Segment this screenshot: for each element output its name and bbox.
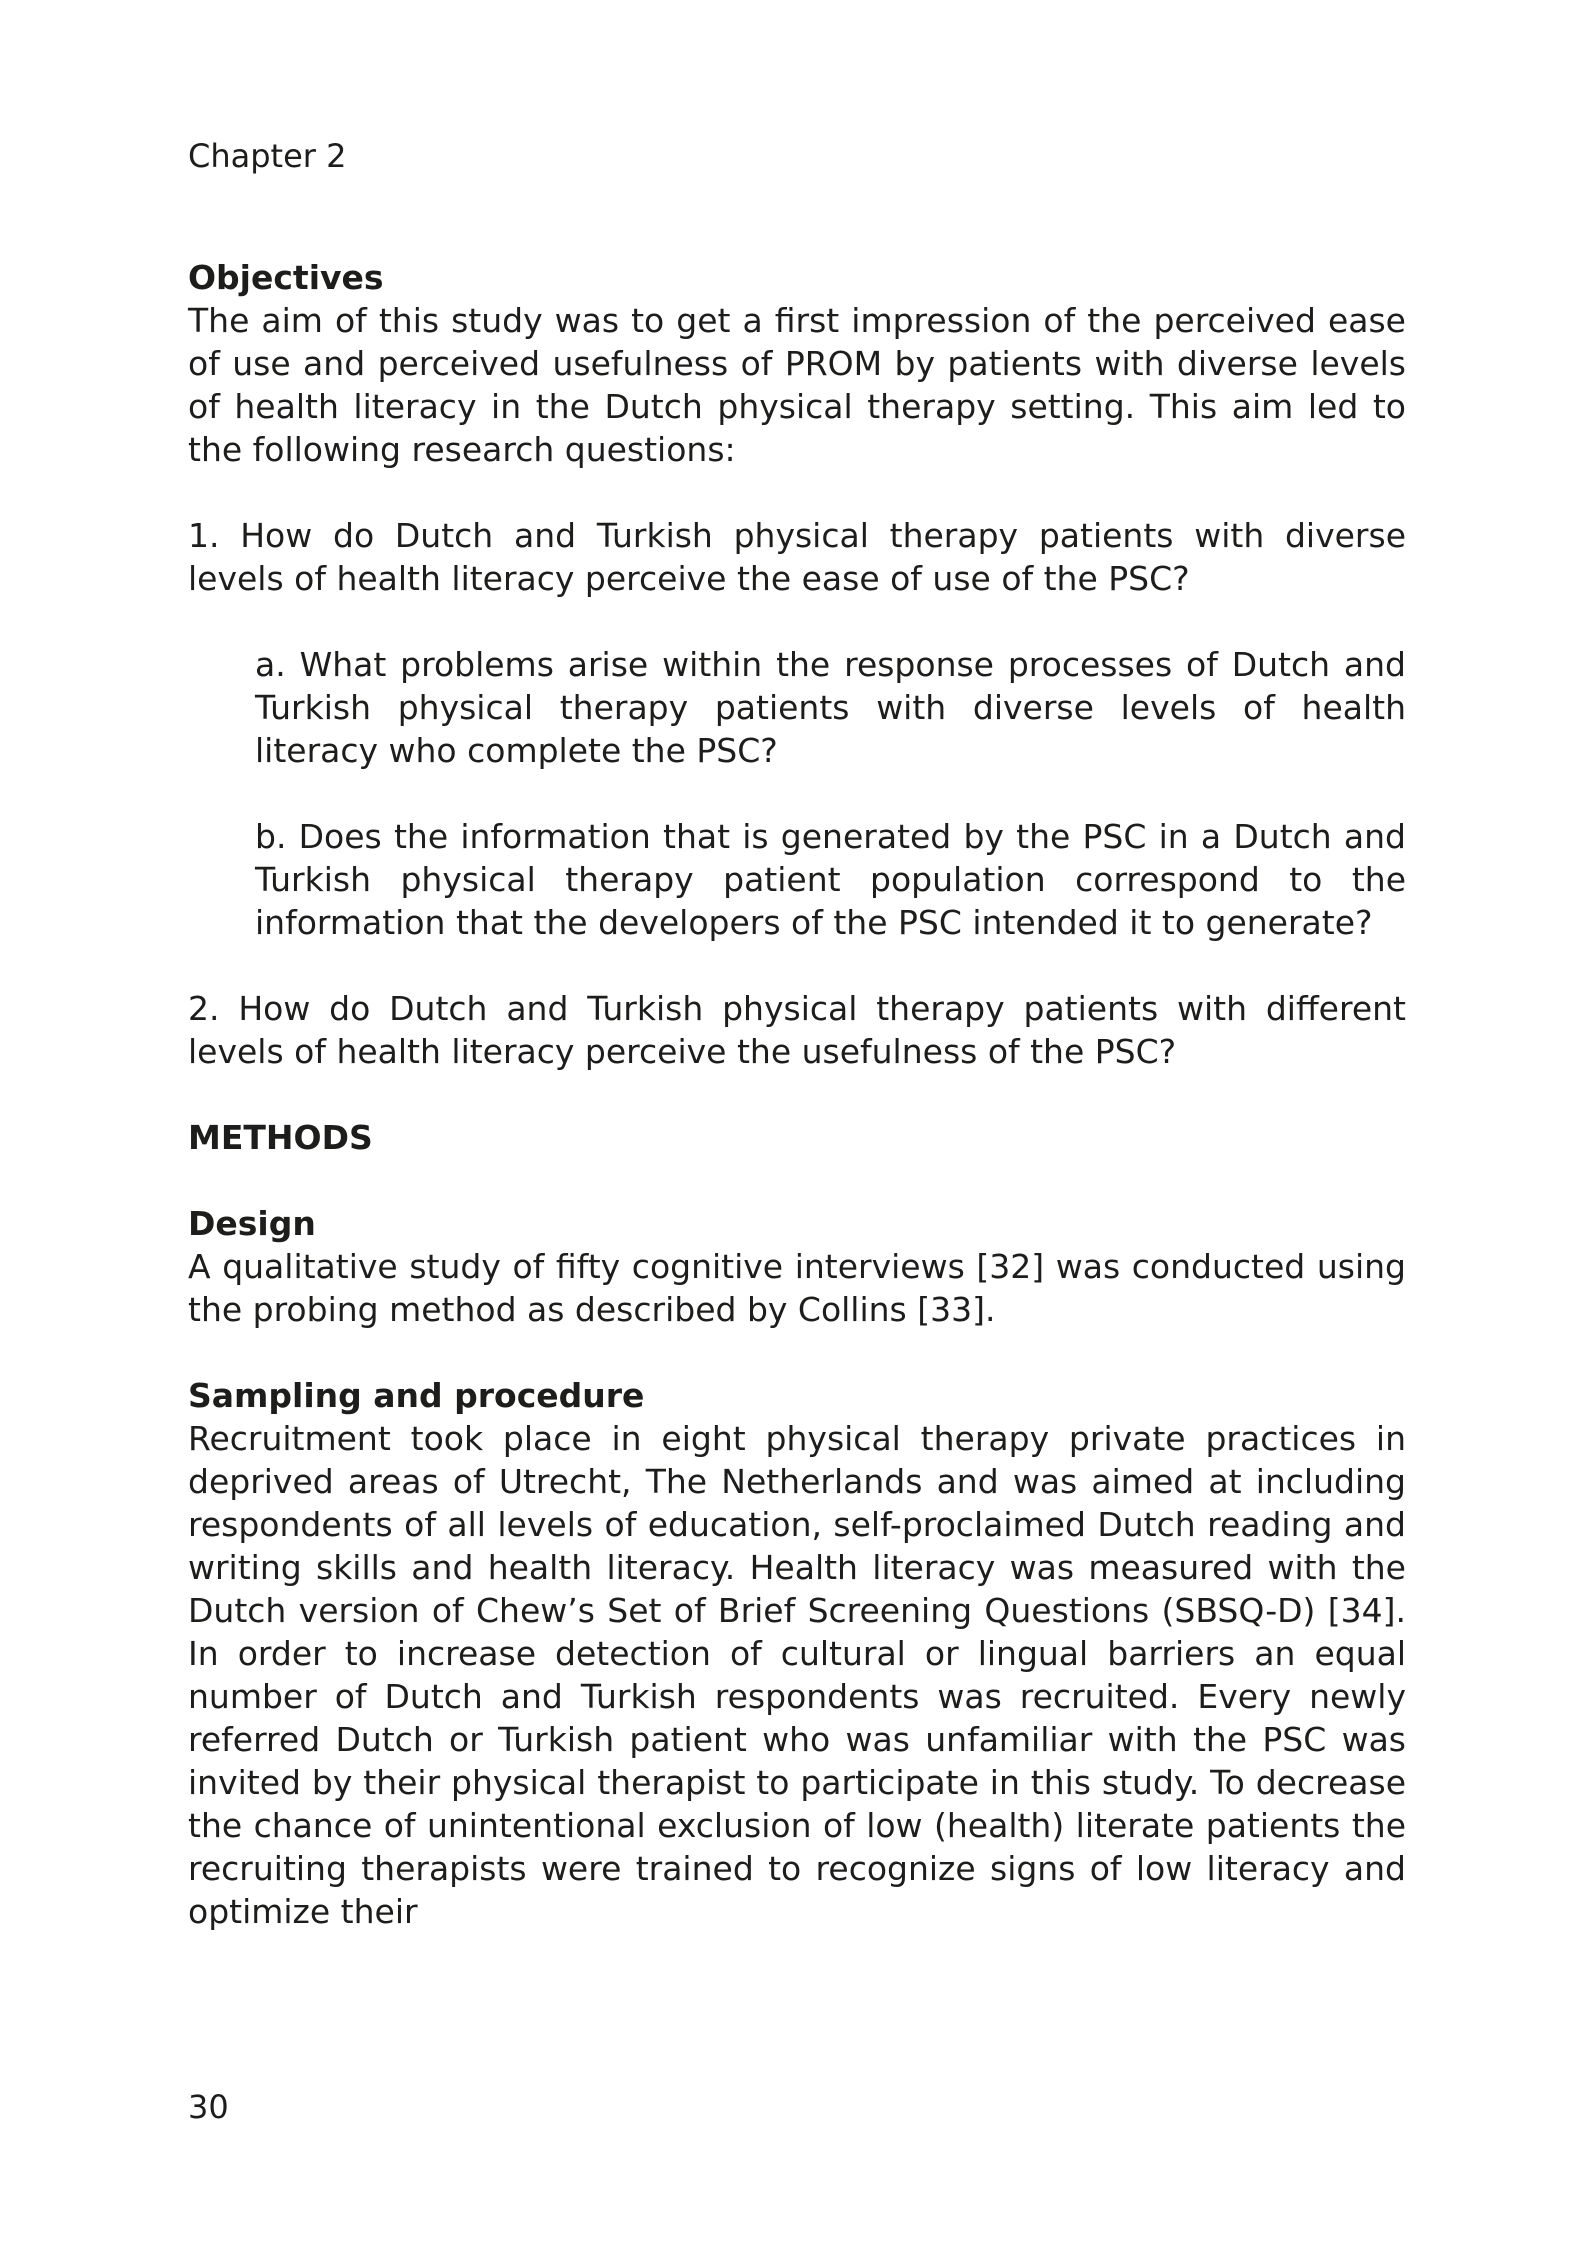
page-body (188, 256, 1406, 1933)
design-paragraph: A qualitative study of fifty cognitive interviews [32] was conducted using the probing method as described by Collins [33]. (188, 1247, 1406, 1329)
methods-heading: METHODS (188, 1118, 373, 1157)
spacer (188, 1159, 1406, 1202)
spacer (188, 1073, 1406, 1116)
research-question-1a: a. What problems arise within the response processes of Dutch and Turkish physical therapy patients with diverse levels of health literacy who complete the PSC? (255, 645, 1406, 770)
research-question-2: 2. How do Dutch and Turkish physical therapy patients with different levels of health literacy perceive the usefulness of the PSC? (188, 989, 1406, 1071)
research-question-1: 1. How do Dutch and Turkish physical therapy patients with diverse levels of health literacy perceive the ease of use of the PSC? (188, 516, 1406, 598)
spacer (188, 1331, 1406, 1374)
sampling-paragraph: Recruitment took place in eight physical therapy private practices in deprived areas of Utrecht, The Netherlands and was aimed at including respondents of all levels of education, self-proclaimed Dutch reading and writing skills and health literacy. Health literacy was measured with the Dutch version of Chew’s Set of Brief Screening Questions (SBSQ-D) [34]. In order to increase detection of cultural or lingual barriers an equal number of Dutch and Turkish respondents was recruited. Every newly referred Dutch or Turkish patient who was unfamiliar with the PSC was invited by their physical therapist to participate in this study. To decrease the chance of unintentional exclusion of low (health) literate patients the recruiting therapists were trained to recognize signs of low literacy and optimize their (188, 1419, 1406, 1931)
spacer (188, 600, 1406, 643)
sampling-heading: Sampling and procedure (188, 1376, 645, 1415)
design-heading: Design (188, 1204, 316, 1243)
objectives-heading: Objectives (188, 258, 384, 297)
page-number: 30 (188, 2088, 229, 2126)
spacer (188, 944, 1406, 987)
spacer (188, 471, 1406, 514)
research-question-1b: b. Does the information that is generated by the PSC in a Dutch and Turkish physical therapy patient population correspond to the information that the developers of the PSC intended it to generate? (255, 817, 1406, 942)
spacer (188, 772, 1406, 815)
running-header: Chapter 2 (188, 137, 347, 175)
objectives-paragraph: The aim of this study was to get a first impression of the perceived ease of use and perceived usefulness of PROM by patients with diverse levels of health literacy in the Dutch physical therapy setting. This aim led to the following research questions: (188, 301, 1406, 469)
